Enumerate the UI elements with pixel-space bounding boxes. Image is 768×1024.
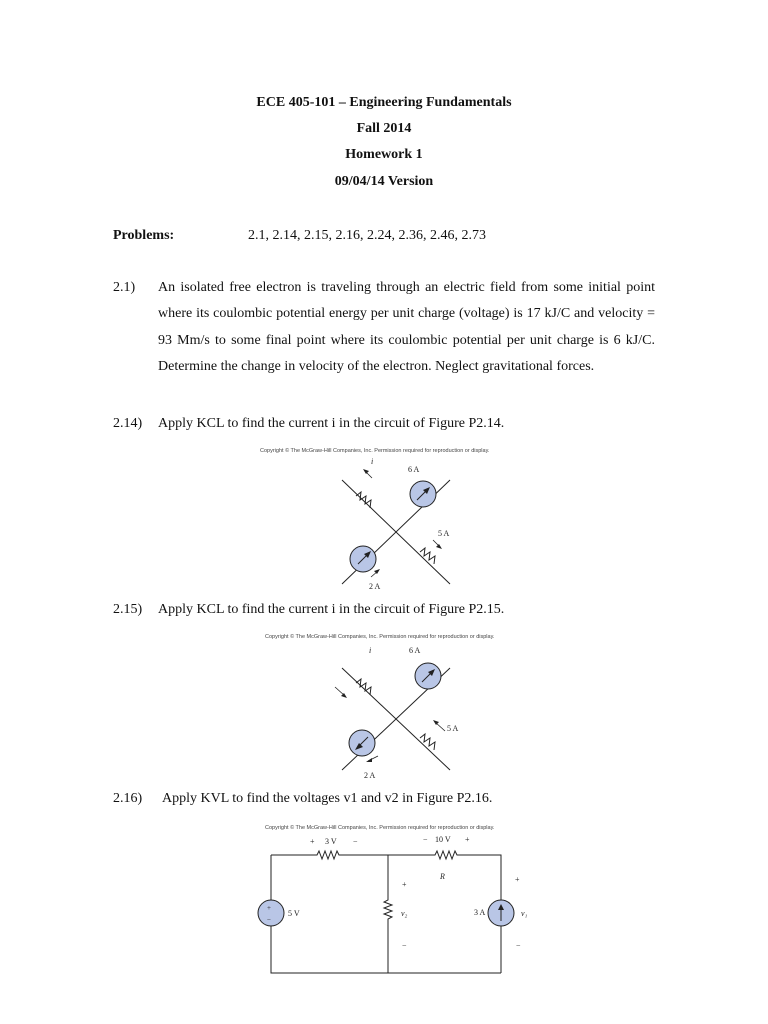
label-3a: 3 A xyxy=(474,908,486,917)
assignment-title: Homework 1 xyxy=(345,147,423,162)
plus-sign: + xyxy=(267,904,271,912)
minus-sign: − xyxy=(267,916,271,924)
term: Fall 2014 xyxy=(356,121,412,136)
label-10v: 10 V xyxy=(435,835,451,844)
label-minus: − xyxy=(516,941,521,950)
label-plus: + xyxy=(515,875,520,884)
problem-text: Apply KCL to find the current i in the circuit of Figure P2.14. xyxy=(158,416,505,431)
label-plus: + xyxy=(402,880,407,889)
figure-copyright: Copyright © The McGraw-Hill Companies, Inc. Permission required for reproduction or display. xyxy=(265,634,495,640)
course-title: ECE 405-101 – Engineering Fundamentals xyxy=(256,95,512,110)
label-6a: 6 A xyxy=(408,465,420,474)
problem-number: 2.1) xyxy=(113,280,136,295)
label-i: i xyxy=(371,457,374,466)
label-3v: 3 V xyxy=(325,837,337,846)
problem-text: An isolated free electron is traveling through an electric field from some initial point where its coulombic potential energy per unit charge (voltage) is 17 kJ/C and velocity = 93 Mm/s to some final point where its coulombic potential per unit charge is 6 kJ/C. Determine the change in velocity of the electron. Neglect gravitational forces. xyxy=(158,280,655,374)
figure-copyright: Copyright © The McGraw-Hill Companies, Inc. Permission required for reproduction or display. xyxy=(265,825,495,831)
problems-list: 2.1, 2.14, 2.15, 2.16, 2.24, 2.36, 2.46, 2.73 xyxy=(248,228,486,243)
label-6a: 6 A xyxy=(409,646,421,655)
figure-p2-14 xyxy=(250,444,540,594)
figure-p2-16 xyxy=(255,820,545,980)
problem-number: 2.14) xyxy=(113,416,143,431)
label-5a: 5 A xyxy=(447,724,459,733)
voltage-source-5v xyxy=(258,900,284,926)
label-plus: + xyxy=(465,835,470,844)
label-2a: 2 A xyxy=(364,771,376,780)
label-2a: 2 A xyxy=(369,582,381,591)
label-plus: + xyxy=(310,837,315,846)
figure-copyright: Copyright © The McGraw-Hill Companies, Inc. Permission required for reproduction or display. xyxy=(260,448,490,454)
problem-number: 2.16) xyxy=(113,791,143,806)
label-5a: 5 A xyxy=(438,529,450,538)
label-v2: v₂ xyxy=(401,909,408,918)
label-minus: − xyxy=(353,837,358,846)
label-v1: v₁ xyxy=(521,909,528,918)
figure-p2-15 xyxy=(255,630,545,785)
label-minus: − xyxy=(423,835,428,844)
problem-text: Apply KCL to find the current i in the circuit of Figure P2.15. xyxy=(158,602,505,617)
label-5v: 5 V xyxy=(288,909,300,918)
label-i: i xyxy=(369,646,372,655)
problems-label: Problems: xyxy=(113,228,175,243)
label-r: R xyxy=(440,872,445,881)
problem-number: 2.15) xyxy=(113,602,143,617)
label-minus: − xyxy=(402,941,407,950)
problem-text: Apply KVL to find the voltages v1 and v2 in Figure P2.16. xyxy=(162,791,493,806)
version: 09/04/14 Version xyxy=(334,174,434,189)
